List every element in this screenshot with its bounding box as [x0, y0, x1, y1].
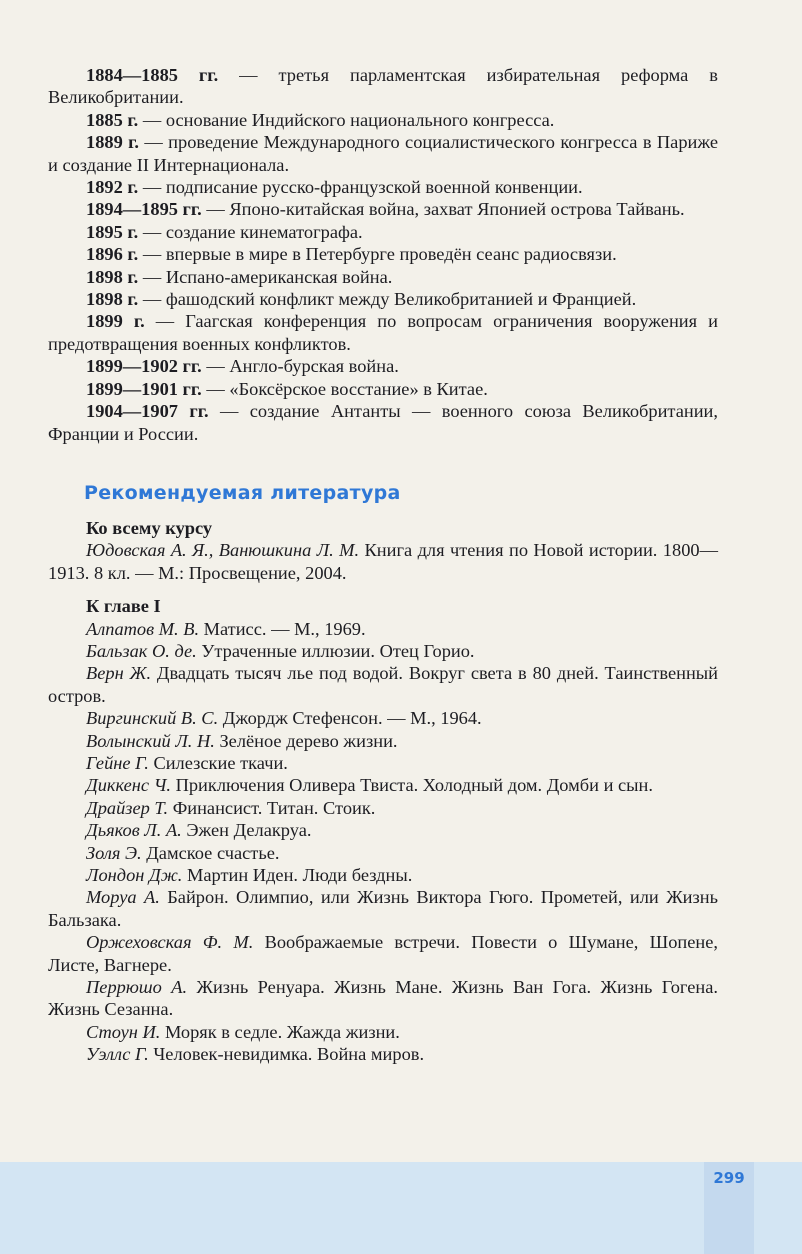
- reference-author: Гейне Г.: [86, 752, 149, 773]
- chronology-entry: [48, 221, 718, 243]
- reference-entry: [48, 931, 718, 976]
- chronology-list: [48, 64, 718, 445]
- entry-text: — подписание русско-французской военной конвенции.: [138, 177, 583, 198]
- reference-entry: [48, 539, 718, 584]
- reference-text: Джордж Стефенсон. — М., 1964.: [218, 708, 482, 729]
- reference-entry: [48, 797, 718, 819]
- reference-text: Байрон. Олимпио, или Жизнь Виктора Гюго. Прометей, или Жизнь Бальзака.: [48, 887, 719, 930]
- chronology-entry: [48, 378, 718, 400]
- reference-author: Лондон Дж.: [86, 865, 183, 885]
- entry-date: 1889 г.: [86, 132, 140, 153]
- reference-entry: [48, 752, 718, 774]
- reference-author: Верн Ж.: [86, 663, 152, 684]
- entry-text: — Англо-бурская война.: [201, 356, 399, 377]
- reference-author: Диккенс Ч.: [86, 775, 171, 796]
- reference-entry: [48, 819, 718, 841]
- entry-text: — создание кинематографа.: [138, 221, 363, 242]
- reference-text: Книга для чтения по Новой истории. 1800—1913. 8 кл. — М.: Просвещение, 2004.: [48, 540, 718, 583]
- entry-text: — фашодский конфликт между Великобританией и Францией.: [138, 289, 637, 310]
- reference-author: Драйзер Т.: [86, 797, 169, 818]
- entry-date: 1904—1907 гг.: [86, 401, 209, 422]
- reference-text: Матисс. — М., 1969.: [199, 618, 366, 639]
- entry-text: — Гаагская конференция по вопросам ограничения вооружения и предотвращения военных конфликтов.: [48, 311, 718, 354]
- reference-text: Мартин Иден. Люди бездны.: [182, 865, 413, 885]
- entry-text: — проведение Международного социалистического конгресса в Париже и создание II Интернационала.: [48, 132, 718, 175]
- reference-entry: [48, 662, 718, 707]
- entry-date: 1896 г.: [86, 244, 139, 265]
- chronology-entry: [48, 109, 718, 131]
- reference-text: Двадцать тысяч лье под водой. Вокруг света в 80 дней. Таинственный остров.: [48, 663, 718, 706]
- entry-date: 1885 г.: [86, 109, 139, 130]
- entry-date: 1898 г.: [86, 266, 139, 287]
- entry-text: — впервые в мире в Петербурге проведён сеанс радиосвязи.: [138, 244, 617, 265]
- reference-entry: [48, 864, 718, 886]
- subheading-general: Ко всему курсу: [86, 517, 213, 538]
- reference-text: Финансист. Титан. Стоик.: [168, 797, 376, 818]
- reference-text: Утраченные иллюзии. Отец Горио.: [196, 640, 475, 661]
- reference-entry: [48, 774, 718, 796]
- reference-entry: [48, 707, 718, 729]
- reference-text: Воображаемые встречи. Повести о Шумане, Шопене, Листе, Вагнере.: [48, 932, 719, 975]
- reference-author: Виргинский В. С.: [86, 708, 219, 729]
- reference-text: Жизнь Ренуара. Жизнь Мане. Жизнь Ван Гога. Жизнь Гогена. Жизнь Сезанна.: [48, 977, 718, 1020]
- reference-text: Приключения Оливера Твиста. Холодный дом. Домби и сын.: [170, 775, 653, 796]
- entry-date: 1884—1885 гг.: [86, 65, 219, 85]
- entry-text: — Испано-американская война.: [138, 266, 393, 287]
- chronology-entry: [48, 355, 718, 377]
- entry-text: — создание Антанты — военного союза Великобритании, Франции и России.: [48, 401, 718, 444]
- reference-text: Человек-невидимка. Война миров.: [148, 1044, 425, 1065]
- entry-date: 1894—1895 гг.: [86, 199, 202, 220]
- chronology-entry: [48, 266, 718, 288]
- entry-date: 1899—1901 гг.: [86, 378, 202, 399]
- entry-text: — основание Индийского национального конгресса.: [138, 109, 555, 130]
- reference-text: Зелёное дерево жизни.: [214, 730, 398, 751]
- reference-entry: [48, 730, 718, 752]
- entry-text: — Японо-китайская война, захват Японией острова Тайвань.: [201, 199, 685, 220]
- reference-list: [48, 618, 718, 1066]
- reference-author: Стоун И.: [86, 1021, 161, 1042]
- reference-entry: [48, 886, 718, 931]
- chronology-entry: [48, 64, 718, 109]
- section-title-literature: Рекомендуемая литература: [84, 481, 401, 504]
- reference-author: Бальзак О. де.: [86, 640, 197, 661]
- chronology-entry: [48, 288, 718, 310]
- reference-entry: [48, 842, 718, 864]
- page-body: [48, 64, 718, 1066]
- chronology-entry: [48, 176, 718, 198]
- reference-text: Дамское счастье.: [141, 842, 280, 863]
- reference-author: Золя Э.: [86, 842, 142, 863]
- reference-entry: [48, 640, 718, 662]
- entry-date: 1899 г.: [86, 311, 145, 332]
- subheading-chapter-1: К главе I: [86, 596, 161, 617]
- entry-date: 1898 г.: [86, 289, 139, 310]
- entry-date: 1892 г.: [86, 177, 139, 198]
- entry-date: 1899—1902 гг.: [86, 356, 202, 377]
- reference-author: Алпатов М. В.: [86, 618, 200, 639]
- reference-entry: [48, 1043, 718, 1065]
- reference-author: Юдовская А. Я., Ванюшкина Л. М.: [86, 540, 360, 561]
- entry-text: — «Боксёрское восстание» в Китае.: [201, 378, 488, 399]
- reference-text: Моряк в седле. Жажда жизни.: [160, 1021, 400, 1042]
- reference-author: Уэллс Г.: [86, 1044, 149, 1065]
- reference-author: Моруа А.: [86, 887, 160, 908]
- reference-entry: [48, 618, 718, 640]
- reference-author: Оржеховская Ф. М.: [86, 932, 254, 953]
- chronology-entry: [48, 400, 718, 445]
- chronology-entry: [48, 310, 718, 355]
- entry-date: 1895 г.: [86, 221, 139, 242]
- reference-entry: [48, 976, 718, 1021]
- reference-entry: [48, 1021, 718, 1043]
- reference-text: Эжен Делакруа.: [181, 820, 312, 841]
- entry-text: — третья парламентская избирательная реформа в Великобритании.: [48, 65, 718, 108]
- reference-author: Перрюшо А.: [86, 977, 188, 998]
- chronology-entry: [48, 243, 718, 265]
- chronology-entry: [48, 131, 718, 176]
- reference-author: Дьяков Л. А.: [86, 820, 182, 841]
- chronology-entry: [48, 198, 718, 220]
- page-number: 299: [713, 1169, 745, 1187]
- reference-text: Силезские ткачи.: [148, 752, 288, 773]
- reference-author: Волынский Л. Н.: [86, 730, 215, 751]
- footer-band: [0, 1162, 802, 1254]
